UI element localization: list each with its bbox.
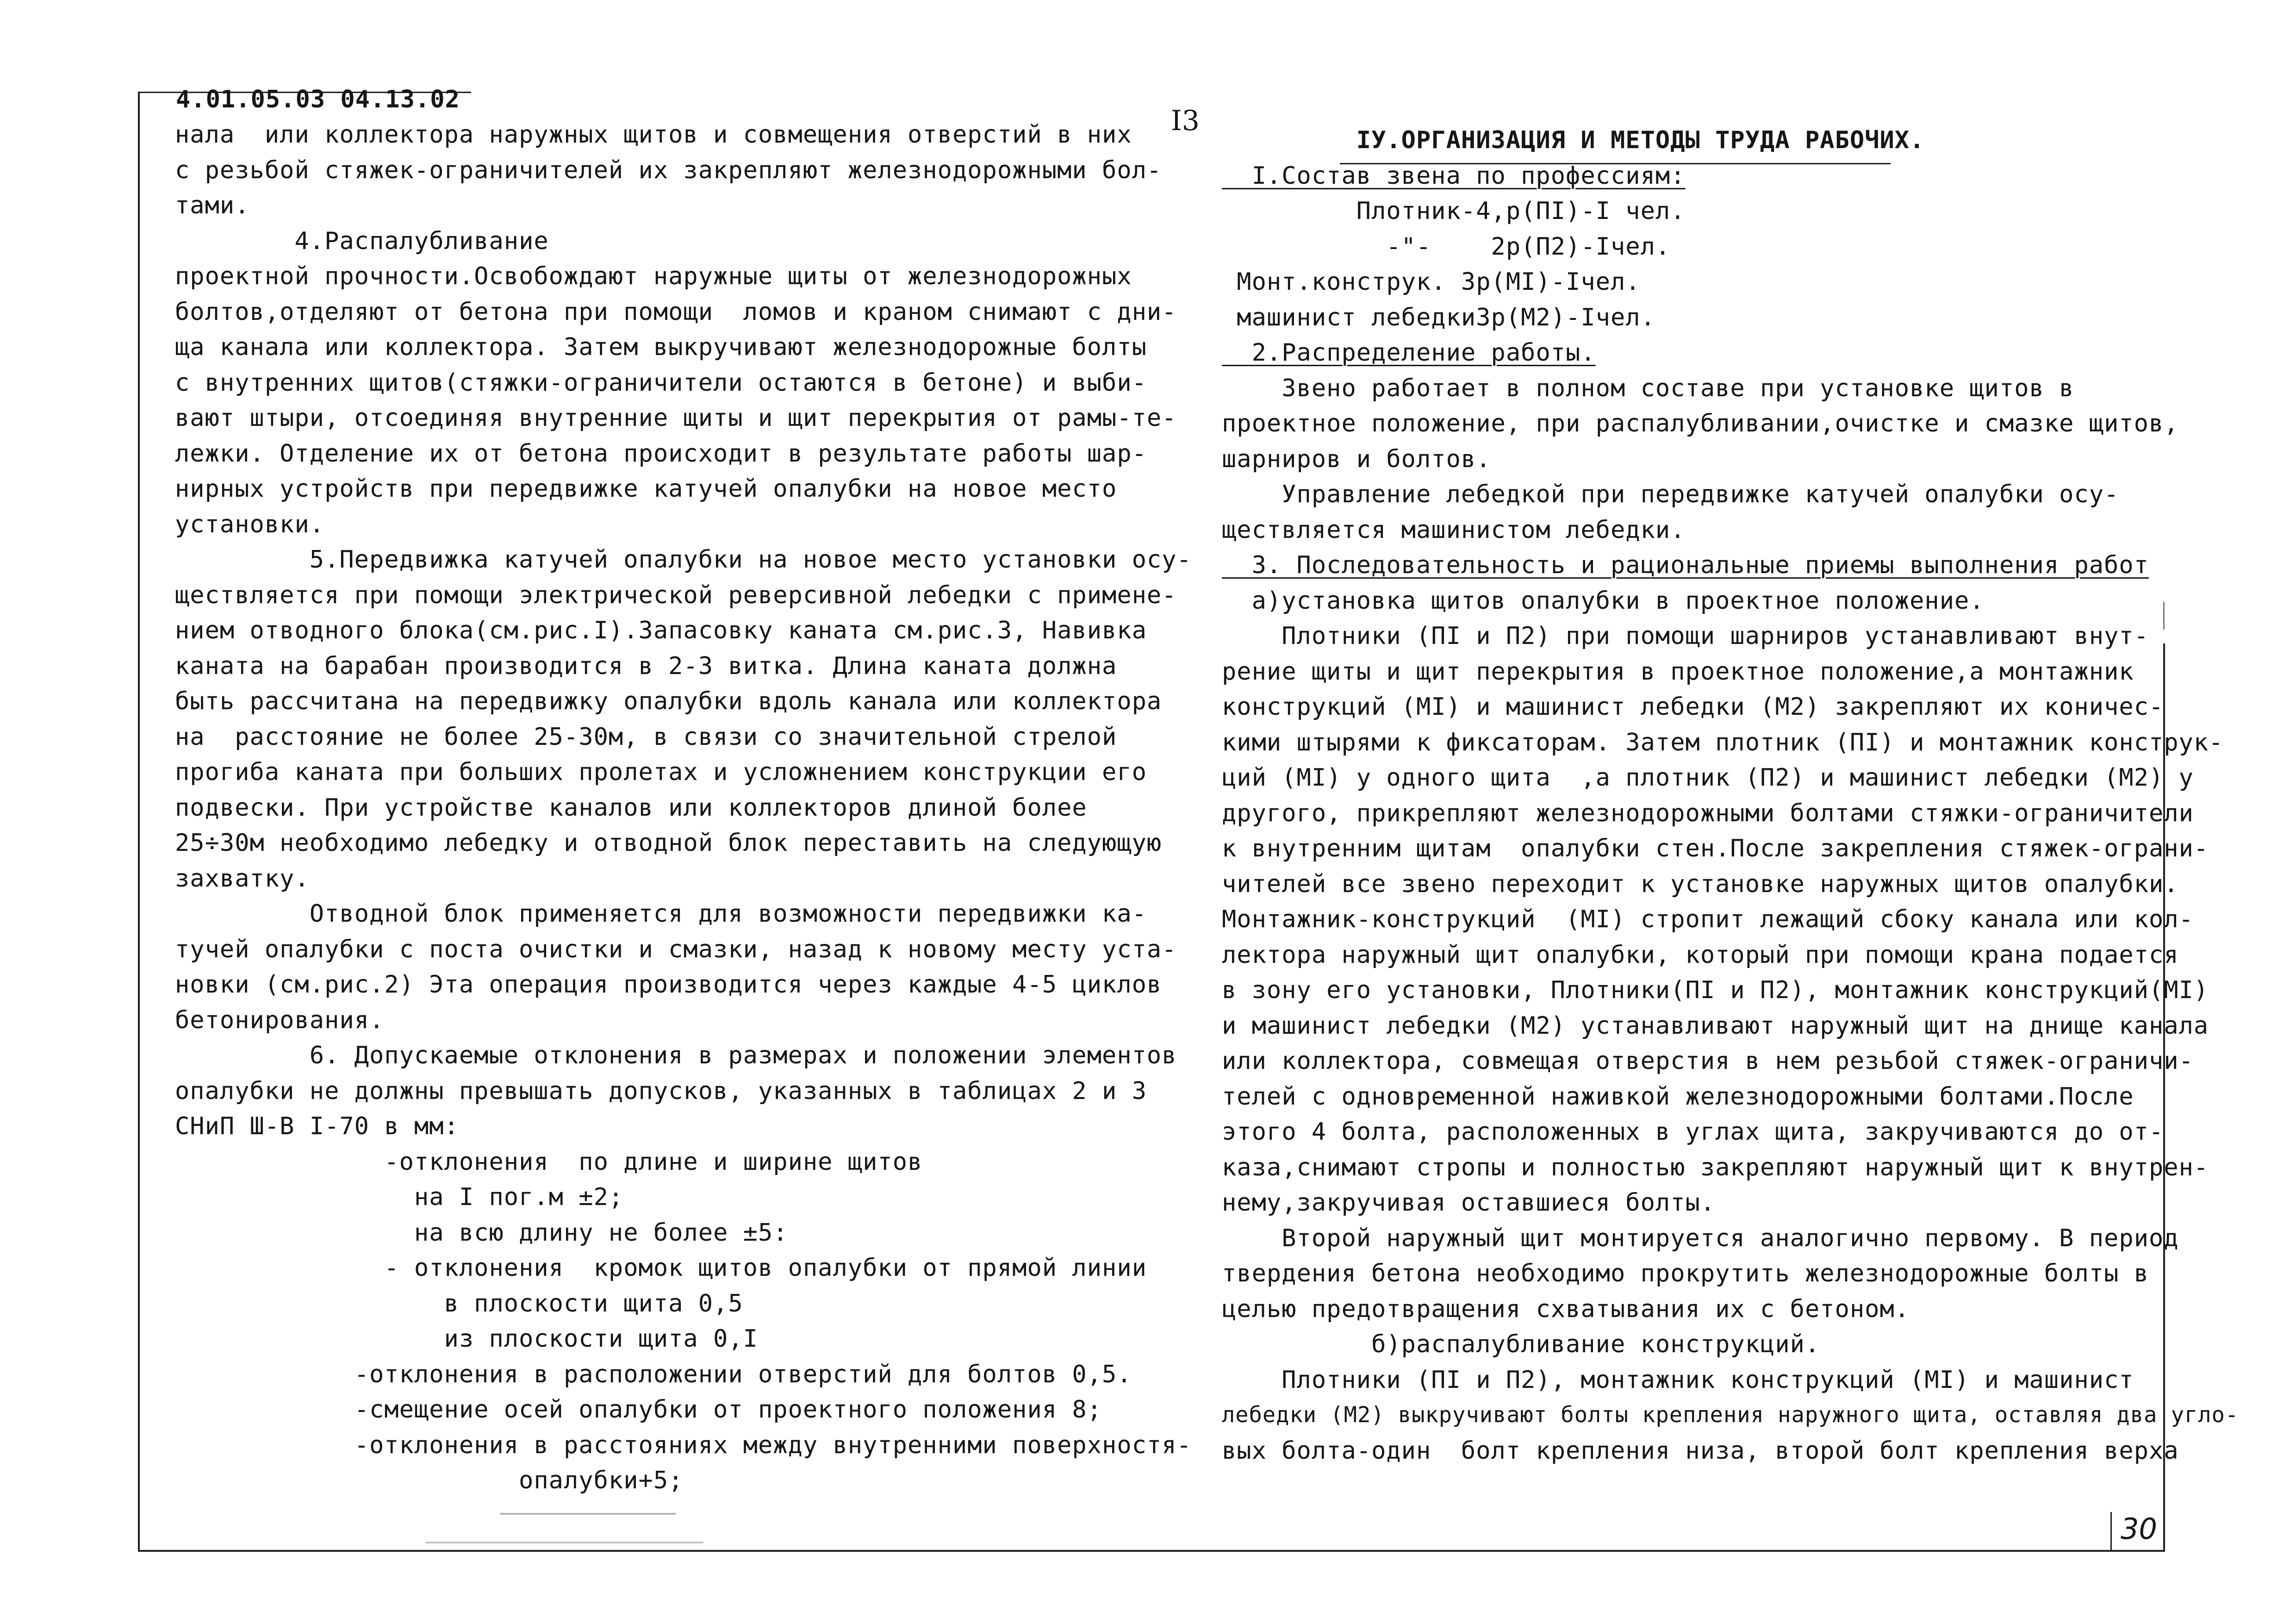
subsection-heading: 3. Последовательность и рациональные приемы выполнения работ [1222,551,2149,579]
sheet-number: 30 [2121,1512,2157,1546]
text-line: установки. [175,510,325,538]
text-line: б)распалубливание конструкций. [1222,1330,1820,1358]
text-line: -смещение осей опалубки от проектного положения 8; [175,1396,1102,1424]
text-line: болтов,отделяют от бетона при помощи ломов и краном снимают с дни- [175,298,1177,326]
text-line: проектное положение, при распалубливании,очистке и смазке щитов, [1222,410,2179,437]
text-line: целью предотвращения схватывания их с бетоном. [1222,1295,1910,1323]
text-line: -отклонения по длине и ширине щитов [175,1148,923,1176]
text-line: -"- 2р(П2)-Iчел. [1222,232,1671,261]
scan-smudge [426,1542,703,1543]
text-line: Плотник-4,р(ПI)-I чел. [1222,197,1686,225]
scan-smudge [500,1513,676,1515]
text-line: Монтажник-конструкций (МI) стропит лежащий сбоку канала или кол- [1222,906,2194,933]
text-line: Плотники (ПI и П2) при помощи шарниров устанавливают внут- [1222,622,2149,650]
text-line: 6. Допускаемые отклонения в размерах и положении элементов [175,1042,1177,1069]
text-line: прогиба каната при больших пролетах и усложнением конструкции его [175,758,1147,786]
text-line: на всю длину не более ±5: [175,1218,788,1247]
document-code: 4.01.05.03 04.13.02 [176,86,460,113]
text-line: 5.Передвижка катучей опалубки на новое место установки осу- [175,546,1192,574]
text-line: вают штыри, отсоединяя внутренние щиты и щит перекрытия от рамы-те- [175,404,1177,432]
text-line: -отклонения в расстояниях между внутренними поверхностя- [175,1431,1192,1459]
text-line: а)установка щитов опалубки в проектное положение. [1222,587,1985,615]
text-line: нему,закручивая оставшиеся болты. [1222,1189,1716,1217]
text-line: быть рассчитана на передвижку опалубки вдоль канала или коллектора [175,687,1162,715]
text-line: кими штырями к фиксаторам. Затем плотник (ПI) и монтажник конструк- [1222,728,2224,756]
text-line: или коллектора, совмещая отверстия в нем резьбой стяжек-ограничи- [1222,1047,2194,1075]
sheet-number-box-line [2110,1512,2112,1551]
text-line: Второй наружный щит монтируется аналогично первому. В период [1222,1224,2179,1252]
text-line: лебедки (М2) выкручивают болты крепления наружного щита, оставляя два угло- [1222,1402,2239,1428]
right-column-text [1222,123,2239,1468]
text-line: шарниров и болтов. [1222,445,1491,473]
text-line: Управление лебедкой при передвижке катучей опалубки осу- [1222,481,2119,508]
text-line: нием отводного блока(см.рис.I).Запасовку каната см.рис.3, Навивка [175,617,1147,644]
frame-left-border [138,93,140,1551]
frame-bottom-border [138,1550,2165,1552]
text-line: проектной прочности.Освобождают наружные щиты от железнодорожных [175,262,1132,290]
text-line: нирных устройств при передвижке катучей опалубки на новое место [175,475,1117,503]
text-line: опалубки+5; [175,1467,684,1494]
text-line: каза,снимают стропы и полностью закрепляют наружный щит к внутрен- [1222,1153,2209,1181]
text-line: новки (см.рис.2) Эта операция производится через каждые 4-5 циклов [175,971,1162,999]
text-line: в плоскости щита 0,5 [175,1289,743,1318]
chapter-title: IУ.ОРГАНИЗАЦИЯ И МЕТОДЫ ТРУДА РАБОЧИХ. [1222,126,1925,154]
text-line: тами. [175,192,250,219]
text-line: с внутренних щитов(стяжки-ограничители остаются в бетоне) и выби- [175,369,1147,397]
text-line: вых болта-один болт крепления низа, второй болт крепления верха [1222,1437,2179,1465]
text-line: тучей опалубки с поста очистки и смазки, назад к новому месту уста- [175,935,1177,963]
text-line: СНиП Ш-В I-70 в мм: [175,1112,459,1140]
text-line: лектора наружный щит опалубки, который при помощи крана подается [1222,941,2179,969]
text-line: в зону его установки, Плотники(ПI и П2), монтажник конструкций(МI) [1222,976,2209,1004]
text-line: к внутренним щитам опалубки стен.После закрепления стяжек-ограни- [1222,835,2209,862]
section-heading: 4.Распалубливание [175,227,549,255]
text-line: опалубки не должны превышать допусков, указанных в таблицах 2 и 3 [175,1077,1147,1105]
left-column-text [175,117,1192,1499]
text-line: рение щиты и щит перекрытия в проектное положение,а монтажник [1222,657,2134,686]
text-line: из плоскости щита 0,I [175,1325,758,1353]
text-line: этого 4 болта, расположенных в углах щита, закручиваются до от- [1222,1118,2164,1146]
text-line: Звено работает в полном составе при установке щитов в [1222,374,2074,402]
page-number: I3 [1171,105,1200,137]
subsection-heading: I.Состав звена по профессиям: [1222,162,1686,190]
text-line: ществляется машинистом лебедки. [1222,516,1686,544]
text-line: и машинист лебедки (М2) устанавливают наружный щит на днище канала [1222,1012,2209,1040]
text-line: на I пог.м ±2; [175,1183,624,1211]
text-line: бетонирования. [175,1006,385,1034]
text-line: нала или коллектора наружных щитов и совмещения отверстий в них [175,121,1132,149]
text-line: телей с одновременной наживкой железнодорожными болтами.После [1222,1082,2134,1111]
text-line: лежки. Отделение их от бетона происходит в результате работы шар- [175,439,1147,468]
text-line: ща канала или коллектора. Затем выкручивают железнодорожные болты [175,333,1147,361]
text-line: ществляется при помощи электрической реверсивной лебедки с примене- [175,581,1177,609]
text-line: машинист лебедки3р(М2)-Iчел. [1222,303,1655,331]
text-line: с резьбой стяжек-ограничителей их закрепляют железнодорожными бол- [175,156,1162,184]
text-line: -отклонения в расположении отверстий для болтов 0,5. [175,1360,1132,1388]
text-line: ций (МI) у одного щита ,а плотник (П2) и машинист лебедки (М2) у [1222,764,2194,792]
text-line: другого, прикрепляют железнодорожными болтами стяжки-ограничители [1222,799,2194,827]
text-line: захватку. [175,864,310,893]
text-line: конструкций (МI) и машинист лебедки (М2) закрепляют их коничес- [1222,693,2164,721]
text-line: Монт.конструк. 3р(МI)-Iчел. [1222,268,1641,296]
text-line: на расстояние не более 25-30м, в связи со значительной стрелой [175,723,1117,751]
text-line: каната на барабан производится в 2-3 витка. Длина каната должна [175,652,1117,680]
text-line: - отклонения кромок щитов опалубки от прямой линии [175,1254,1147,1282]
text-line: 25÷30м необходимо лебедку и отводной блок переставить на следующую [175,829,1162,857]
subsection-heading: 2.Распределение работы. [1222,339,1596,367]
text-line: подвески. При устройстве каналов или коллекторов длиной более [175,793,1087,822]
text-line: Плотники (ПI и П2), монтажник конструкций (МI) и машинист [1222,1366,2134,1394]
text-line: твердения бетона необходимо прокрутить железнодорожные болты в [1222,1260,2149,1287]
text-line: Отводной блок применяется для возможности передвижки ка- [175,900,1147,928]
text-line: чителей все звено переходит к установке наружных щитов опалубки. [1222,870,2179,898]
